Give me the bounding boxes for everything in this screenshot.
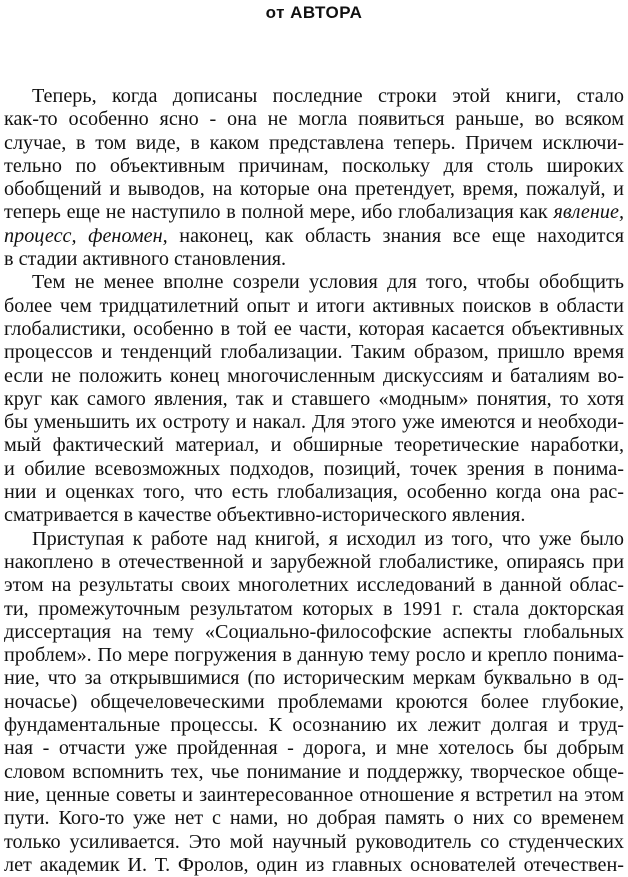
text-segment: Теперь, когда дописаны последние строки этой книги, стало <box>32 85 624 107</box>
text-line <box>4 85 624 108</box>
paragraph <box>4 85 624 271</box>
text-segment: обобщений и выводов, на которые она претендует, время, пожалуй, и <box>4 178 624 201</box>
text-line <box>4 831 624 854</box>
text-line <box>4 132 624 155</box>
section-heading: от АВТОРА <box>265 3 363 22</box>
text-line <box>4 807 624 830</box>
text-segment: как-то особенно ясно - она не могла появиться раньше, во всяком <box>4 108 624 131</box>
text-segment: мый фактический материал, и обширные теоретические наработки, <box>4 434 624 457</box>
text-line <box>4 365 624 388</box>
body-text <box>4 85 624 877</box>
paragraph <box>4 528 624 877</box>
text-line <box>4 458 624 481</box>
text-segment: в стадии активного становления. <box>4 248 287 271</box>
text-segment: словом вспомнить тех, чье понимание и поддержку, творческое обще- <box>4 760 624 783</box>
text-segment: процесс, феномен, <box>4 224 168 247</box>
text-segment: фундаментальные процессы. К осознанию их лежит долгая и труд- <box>4 714 624 737</box>
text-segment: явление, <box>553 201 624 224</box>
paragraph <box>4 271 624 527</box>
text-segment: глобалистики, особенно в той ее части, которая касается объективных <box>4 317 624 340</box>
text-segment: и обилие всевозможных подходов, позиций, точек зрения в понима- <box>4 457 624 480</box>
text-segment: Тем не менее вполне созрели условия для того, чтобы обобщить <box>32 271 624 294</box>
text-segment: теперь еще не наступило в полной мере, ибо глобализация как <box>4 201 554 224</box>
text-line <box>4 784 624 807</box>
text-segment: если не положить конец многочисленным дискуссиям и баталиям во- <box>4 364 624 387</box>
text-line <box>4 318 624 341</box>
text-segment: этом на результаты своих многолетних исследований в данной облас- <box>4 574 624 597</box>
text-line <box>4 737 624 760</box>
text-line <box>4 108 624 131</box>
text-segment: процессов и тенденций глобализации. Таким образом, пришло время <box>4 341 624 364</box>
text-line <box>4 225 624 248</box>
text-segment: круг как самого явления, так и ставшего «модным» понятия, то хотя <box>4 387 624 410</box>
text-line <box>4 574 624 597</box>
text-line <box>4 691 624 714</box>
text-segment: ти, промежуточным результатом которых в 1991 г. стала докторская <box>4 597 624 620</box>
text-segment: проблем». По мере погружения в данную тему росло и крепло понима- <box>4 644 624 667</box>
text-segment: ние, ценные советы и заинтересованное отношение я встретил на этом <box>4 783 624 806</box>
text-segment: только усиливается. Это мой научный руководитель со студенческих <box>4 830 624 853</box>
text-line <box>4 155 624 178</box>
text-segment: ная - отчасти уже пройденная - дорога, и мне хотелось бы добрым <box>4 737 624 760</box>
text-line <box>4 598 624 621</box>
text-segment: накоплено в отечественной и зарубежной глобалистике, опираясь при <box>4 550 624 573</box>
text-line <box>4 271 624 294</box>
text-segment: пути. Кого-то уже нет с нами, но добрая память о них со временем <box>4 807 624 830</box>
text-segment: тельно по объективным причинам, поскольку для столь широких <box>4 154 624 177</box>
text-line <box>4 341 624 364</box>
text-segment: сматривается в качестве объективно-исторического явления. <box>4 504 526 527</box>
text-line <box>4 854 624 877</box>
text-line <box>4 504 624 527</box>
text-segment: более чем тридцатилетний опыт и итоги активных поисков в области <box>4 294 624 317</box>
text-segment: бы уменьшить их остроту и накал. Для этого уже имеются и необходи- <box>4 411 624 434</box>
text-segment: ние, что за открывшимися (по историческим меркам буквально в од- <box>4 667 624 690</box>
text-segment: диссертация на тему «Социально-философские аспекты глобальных <box>4 620 624 643</box>
text-line <box>4 621 624 644</box>
text-line <box>4 178 624 201</box>
text-segment: нии и оценках того, что есть глобализация, особенно когда она рас- <box>4 481 624 504</box>
text-line <box>4 644 624 667</box>
text-line <box>4 434 624 457</box>
text-segment: лет академик И. Т. Фролов, один из главных основателей отечествен- <box>4 853 624 876</box>
text-segment: наконец, как область знания все еще находится <box>167 224 624 247</box>
text-segment: ночасье) общечеловеческими проблемами кроются более глубокие, <box>4 690 624 713</box>
text-line <box>4 481 624 504</box>
text-line <box>4 714 624 737</box>
text-line <box>4 528 624 551</box>
text-line <box>4 411 624 434</box>
text-segment: Приступая к работе над книгой, я исходил из того, что уже было <box>32 527 624 550</box>
text-segment: случае, в том виде, в каком представлена теперь. Причем исключи- <box>4 131 624 154</box>
text-line <box>4 388 624 411</box>
text-line <box>4 667 624 690</box>
text-line <box>4 551 624 574</box>
text-line <box>4 295 624 318</box>
text-line <box>4 248 624 271</box>
text-line <box>4 761 624 784</box>
text-line <box>4 201 624 224</box>
